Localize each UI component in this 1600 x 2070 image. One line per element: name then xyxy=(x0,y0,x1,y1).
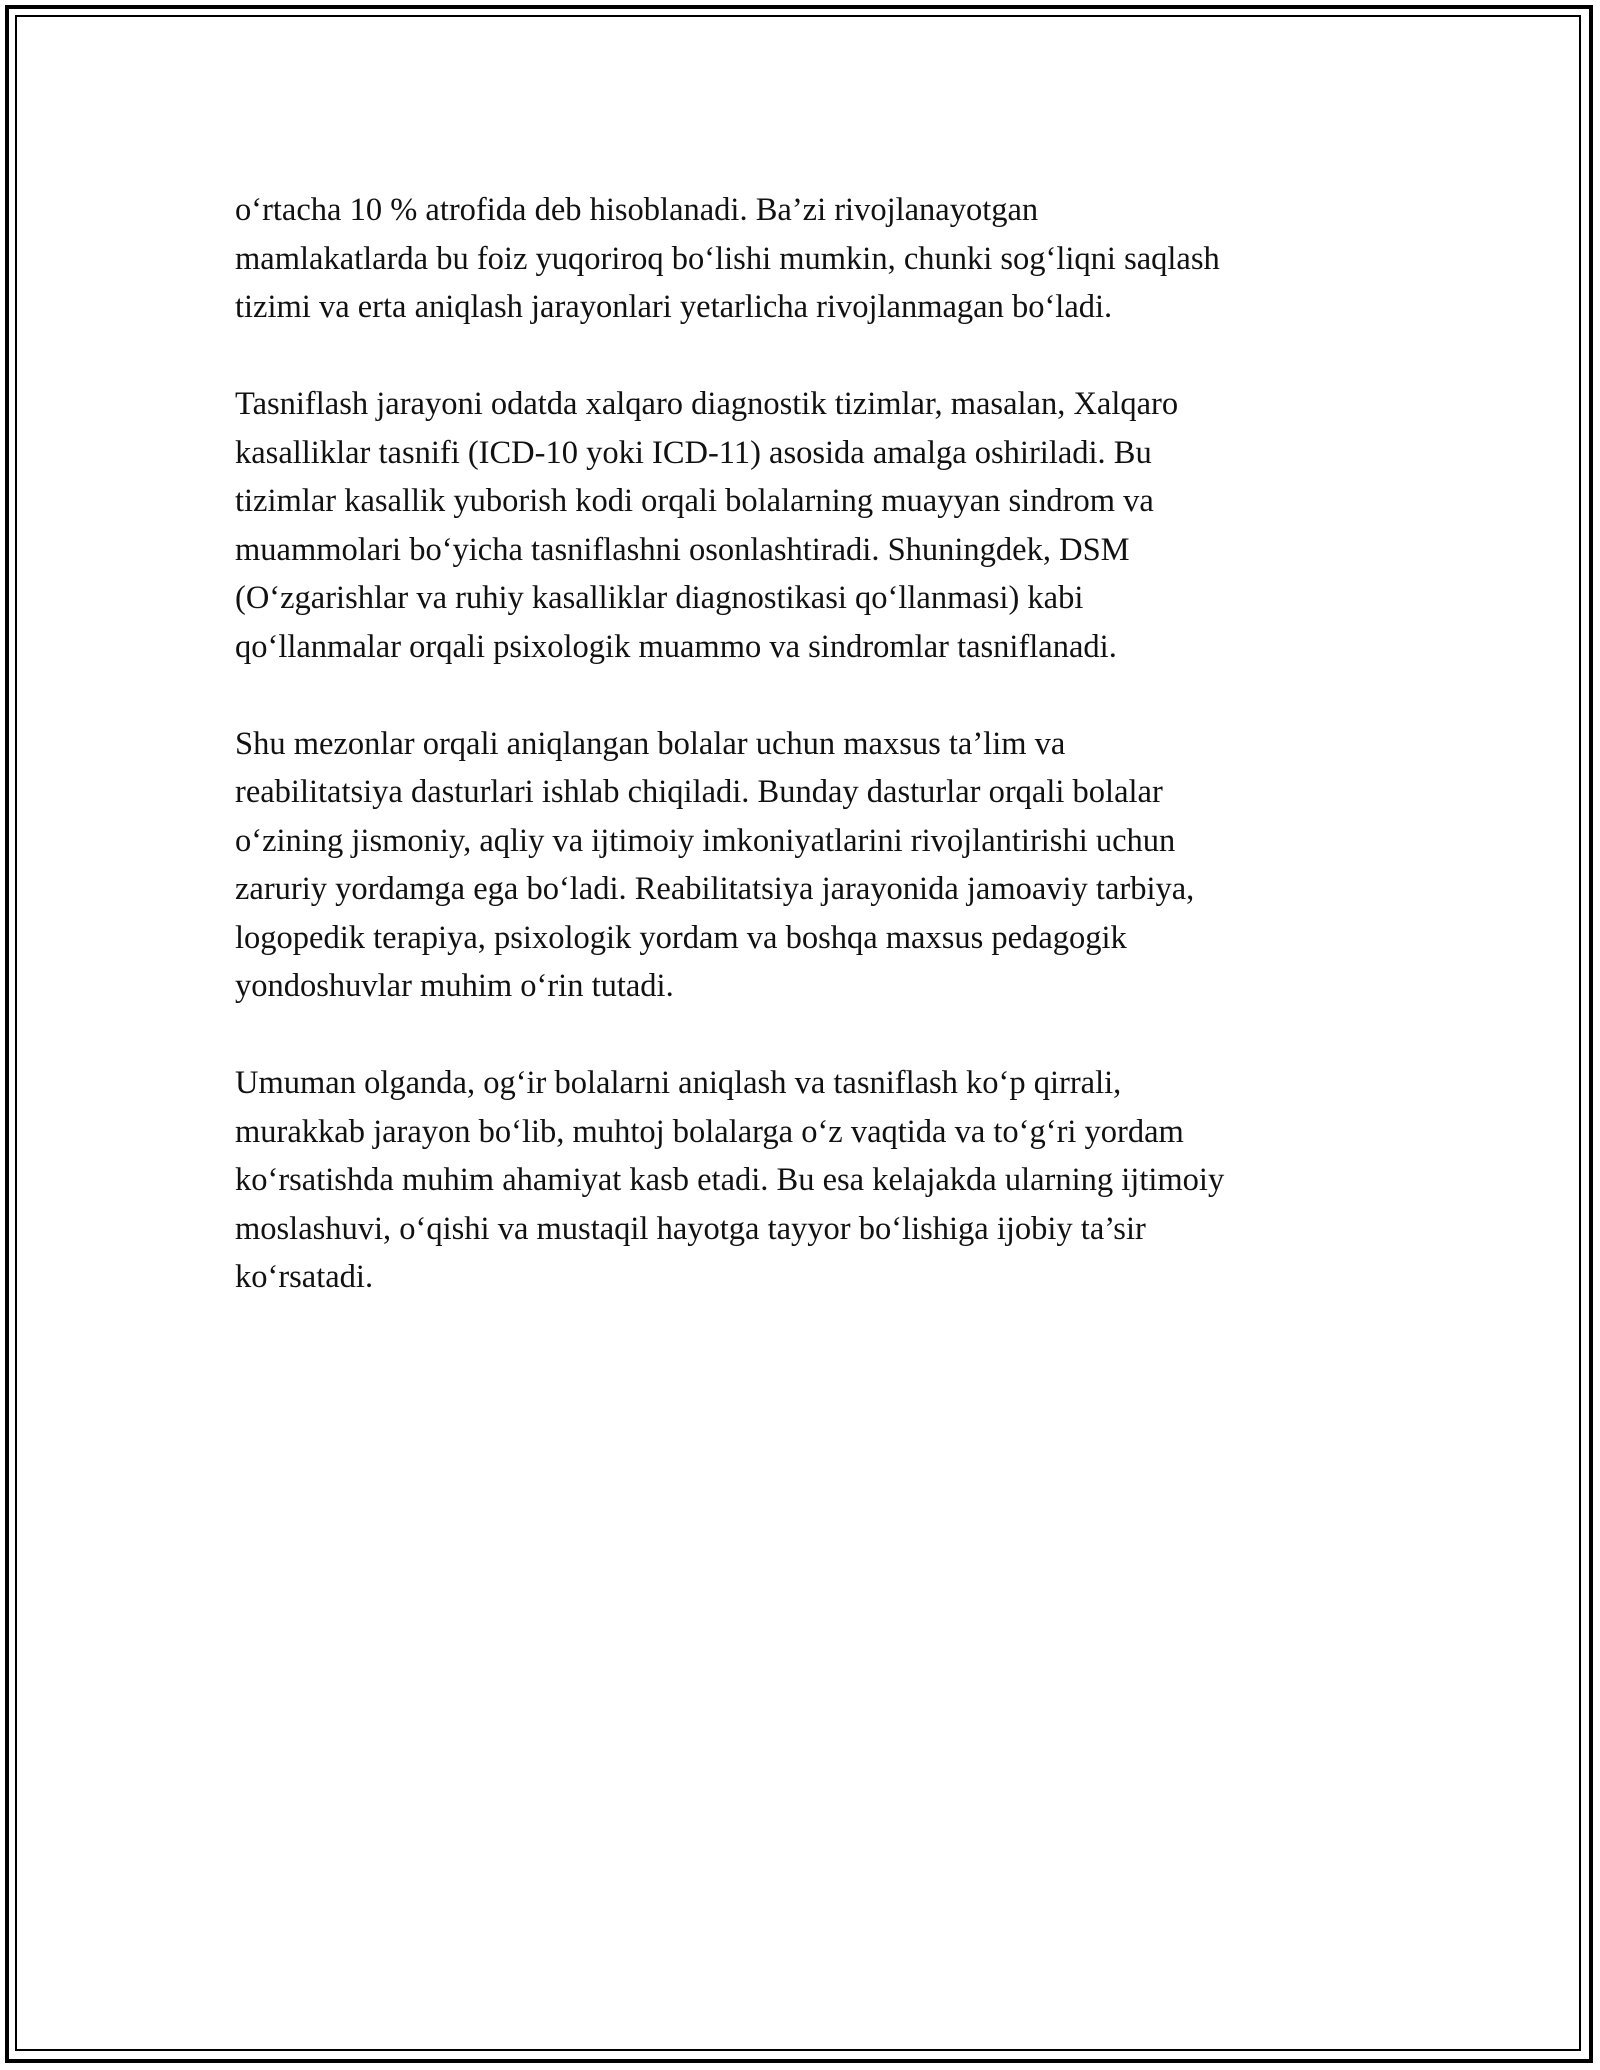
text-line: Shu mezonlar orqali aniqlangan bolalar uchun maxsus ta’lim va xyxy=(235,725,1066,762)
text-line: o‘zining jismoniy, aqliy va ijtimoiy imkoniyatlarini rivojlantirishi uchun xyxy=(235,822,1176,859)
text-line: Umuman olganda, og‘ir bolalarni aniqlash va tasniflash ko‘p qirrali, xyxy=(235,1065,1122,1101)
text-line: zaruriy yordamga ega bo‘ladi. Reabilitatsiya jarayonida jamoaviy tarbiya, xyxy=(235,871,1195,907)
text-line: tizimi va erta aniqlash jarayonlari yetarlicha rivojlanmagan bo‘ladi. xyxy=(235,289,1113,325)
text-line: moslashuvi, o‘qishi va mustaqil hayotga tayyor bo‘lishiga ijobiy ta’sir xyxy=(235,1210,1146,1247)
text-line: logopedik terapiya, psixologik yordam va boshqa maxsus pedagogik xyxy=(235,919,1127,956)
text-line: tizimlar kasallik yuborish kodi orqali bolalarning muayyan sindrom va xyxy=(235,483,1154,519)
paragraph-2 xyxy=(235,380,1365,671)
text-line: kasalliklar tasnifi (ICD-10 yoki ICD-11) asosida amalga oshiriladi. Bu xyxy=(235,434,1152,471)
paragraph-3 xyxy=(235,720,1365,1011)
document-body xyxy=(235,186,1365,1350)
text-line: muammolari bo‘yicha tasniflashni osonlashtiradi. Shuningdek, DSM xyxy=(235,531,1130,568)
text-line: reabilitatsiya dasturlari ishlab chiqiladi. Bunday dasturlar orqali bolalar xyxy=(235,774,1163,810)
paragraph-4 xyxy=(235,1059,1365,1302)
text-line: o‘rtacha 10 % atrofida deb hisoblanadi. Ba’zi rivojlanayotgan xyxy=(235,192,1039,228)
text-line: mamlakatlarda bu foiz yuqoriroq bo‘lishi mumkin, chunki sog‘liqni saqlash xyxy=(235,240,1220,277)
text-line: Tasniflash jarayoni odatda xalqaro diagnostik tizimlar, masalan, Xalqaro xyxy=(235,386,1179,422)
text-line: yondoshuvlar muhim o‘rin tutadi. xyxy=(235,968,674,1004)
text-line: (O‘zgarishlar va ruhiy kasalliklar diagnostikasi qo‘llanmasi) kabi xyxy=(235,580,1084,616)
text-line: murakkab jarayon bo‘lib, muhtoj bolalarga o‘z vaqtida va to‘g‘ri yordam xyxy=(235,1113,1184,1150)
paragraph-1 xyxy=(235,186,1365,332)
text-line: ko‘rsatishda muhim ahamiyat kasb etadi. Bu esa kelajakda ularning ijtimoiy xyxy=(235,1162,1225,1198)
text-line: qo‘llanmalar orqali psixologik muammo va sindromlar tasniflanadi. xyxy=(235,628,1117,665)
text-line: ko‘rsatadi. xyxy=(235,1259,374,1295)
